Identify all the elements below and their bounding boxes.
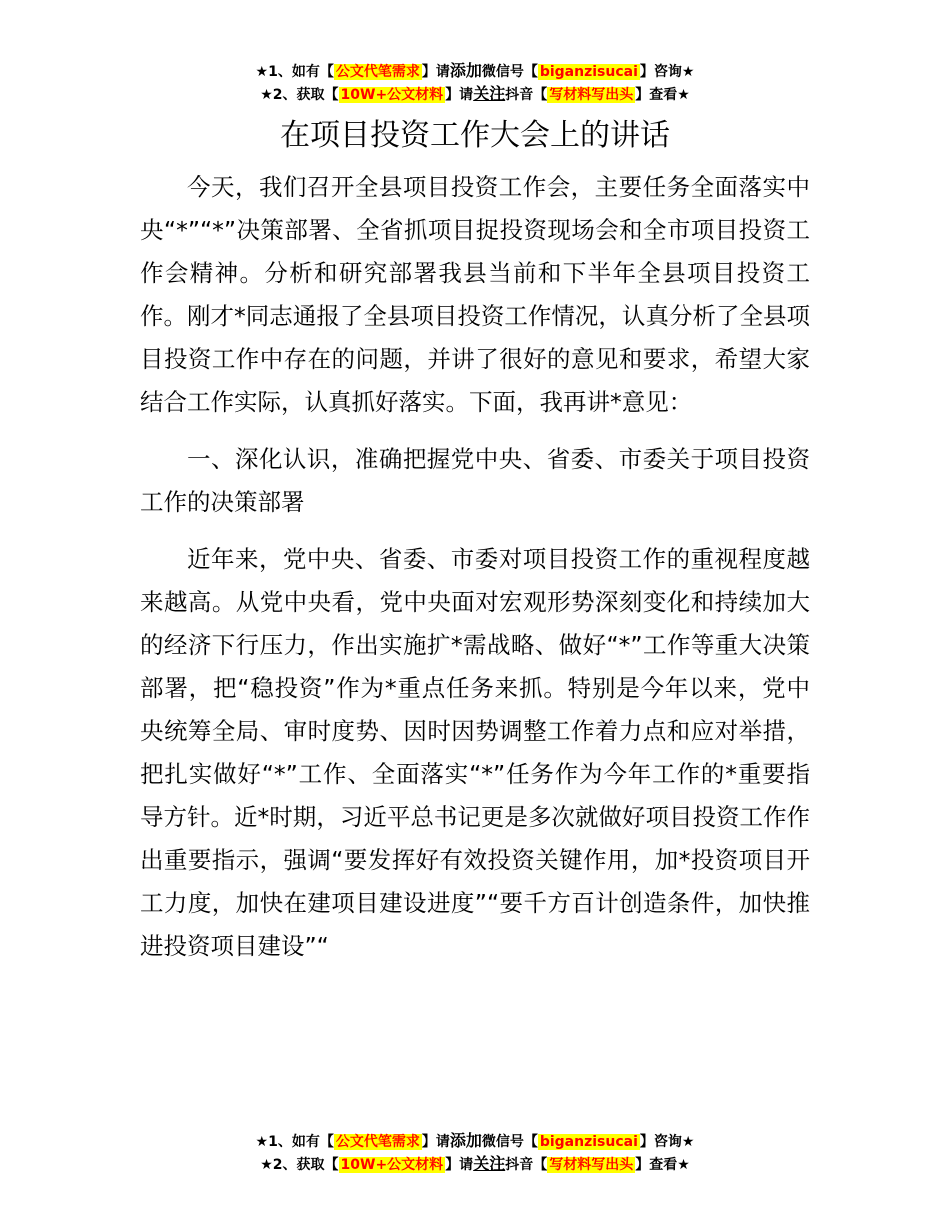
promo-text: 】请 (445, 87, 474, 103)
promo-prefix: ★2、获取【 (260, 87, 339, 103)
promo-suffix: 】查看★ (635, 1157, 690, 1173)
promo-highlight: 10W+公文材料 (340, 87, 444, 103)
document-title: 在项目投资工作大会上的讲话 (280, 118, 670, 153)
promo-highlight: 公文代笔需求 (335, 64, 420, 80)
wechat-id-highlight: biganzisucai (539, 64, 638, 80)
promo-emphasis: 添加 (449, 61, 482, 80)
promo-banner-top (0, 60, 950, 106)
promo-text: 抖音【 (505, 1157, 548, 1173)
promo-prefix: ★1、如有【 (255, 1134, 334, 1150)
wechat-id-highlight: biganzisucai (539, 1134, 638, 1150)
document-body (140, 166, 810, 982)
body-paragraph-intro: 今天，我们召开全县项目投资工作会，主要任务全面落实中央“*”“*”决策部署、全省抓项目捉投资现场会和全市项目投资工作会精神。分析和研究部署我县当前和下半年全县项目投资工作。刚才*同志通报了全县项目投资工作情况，认真分析了全县项目投资工作中存在的问题，并讲了很好的意见和要求，希望大家结合工作实际，认真抓好落实。下面，我再讲*意见： (140, 173, 810, 416)
promo-emphasis: 添加 (449, 1131, 482, 1150)
douyin-id-highlight: 写材料写出头 (549, 1157, 634, 1173)
promo-highlight: 10W+公文材料 (340, 1157, 444, 1173)
promo-banner-bottom (0, 1130, 950, 1176)
promo-suffix: 】咨询★ (639, 64, 695, 80)
promo-text: 微信号【 (481, 64, 538, 80)
promo-text: 】请 (421, 64, 450, 80)
promo-text: 微信号【 (481, 1134, 538, 1150)
promo-text: 】请 (445, 1157, 474, 1173)
promo-line-2 (0, 1153, 950, 1176)
promo-line-1 (0, 60, 950, 83)
promo-emphasis: 关注 (473, 84, 506, 103)
section-heading-1: 一、深化认识，准确把握党中央、省委、市委关于项目投资工作的决策部署 (140, 445, 810, 516)
douyin-id-highlight: 写材料写出头 (549, 87, 634, 103)
promo-line-2 (0, 83, 950, 106)
promo-prefix: ★2、获取【 (260, 1157, 339, 1173)
promo-line-1 (0, 1130, 950, 1153)
body-paragraph-1: 近年来，党中央、省委、市委对项目投资工作的重视程度越来越高。从党中央看，党中央面对宏观形势深刻变化和持续加大的经济下行压力，作出实施扩*需战略、做好“*”工作等重大决策部署，把“稳投资”作为*重点任务来抓。特别是今年以来，党中央统筹全局、审时度势、因时因势调整工作着力点和应对举措，把扎实做好“*”工作、全面落实“*”任务作为今年工作的*重要指导方针。近*时期，习近平总书记更是多次就做好项目投资工作作出重要指示，强调“要发挥好有效投资关键作用，加*投资项目开工力度，加快在建项目建设进度”“要千方百计创造条件，加快推进投资项目建设”“ (140, 545, 810, 960)
promo-suffix: 】查看★ (635, 87, 690, 103)
promo-highlight: 公文代笔需求 (335, 1134, 420, 1150)
promo-text: 】请 (421, 1134, 450, 1150)
promo-text: 抖音【 (505, 87, 548, 103)
promo-suffix: 】咨询★ (639, 1134, 695, 1150)
promo-emphasis: 关注 (473, 1154, 506, 1173)
promo-prefix: ★1、如有【 (255, 64, 334, 80)
